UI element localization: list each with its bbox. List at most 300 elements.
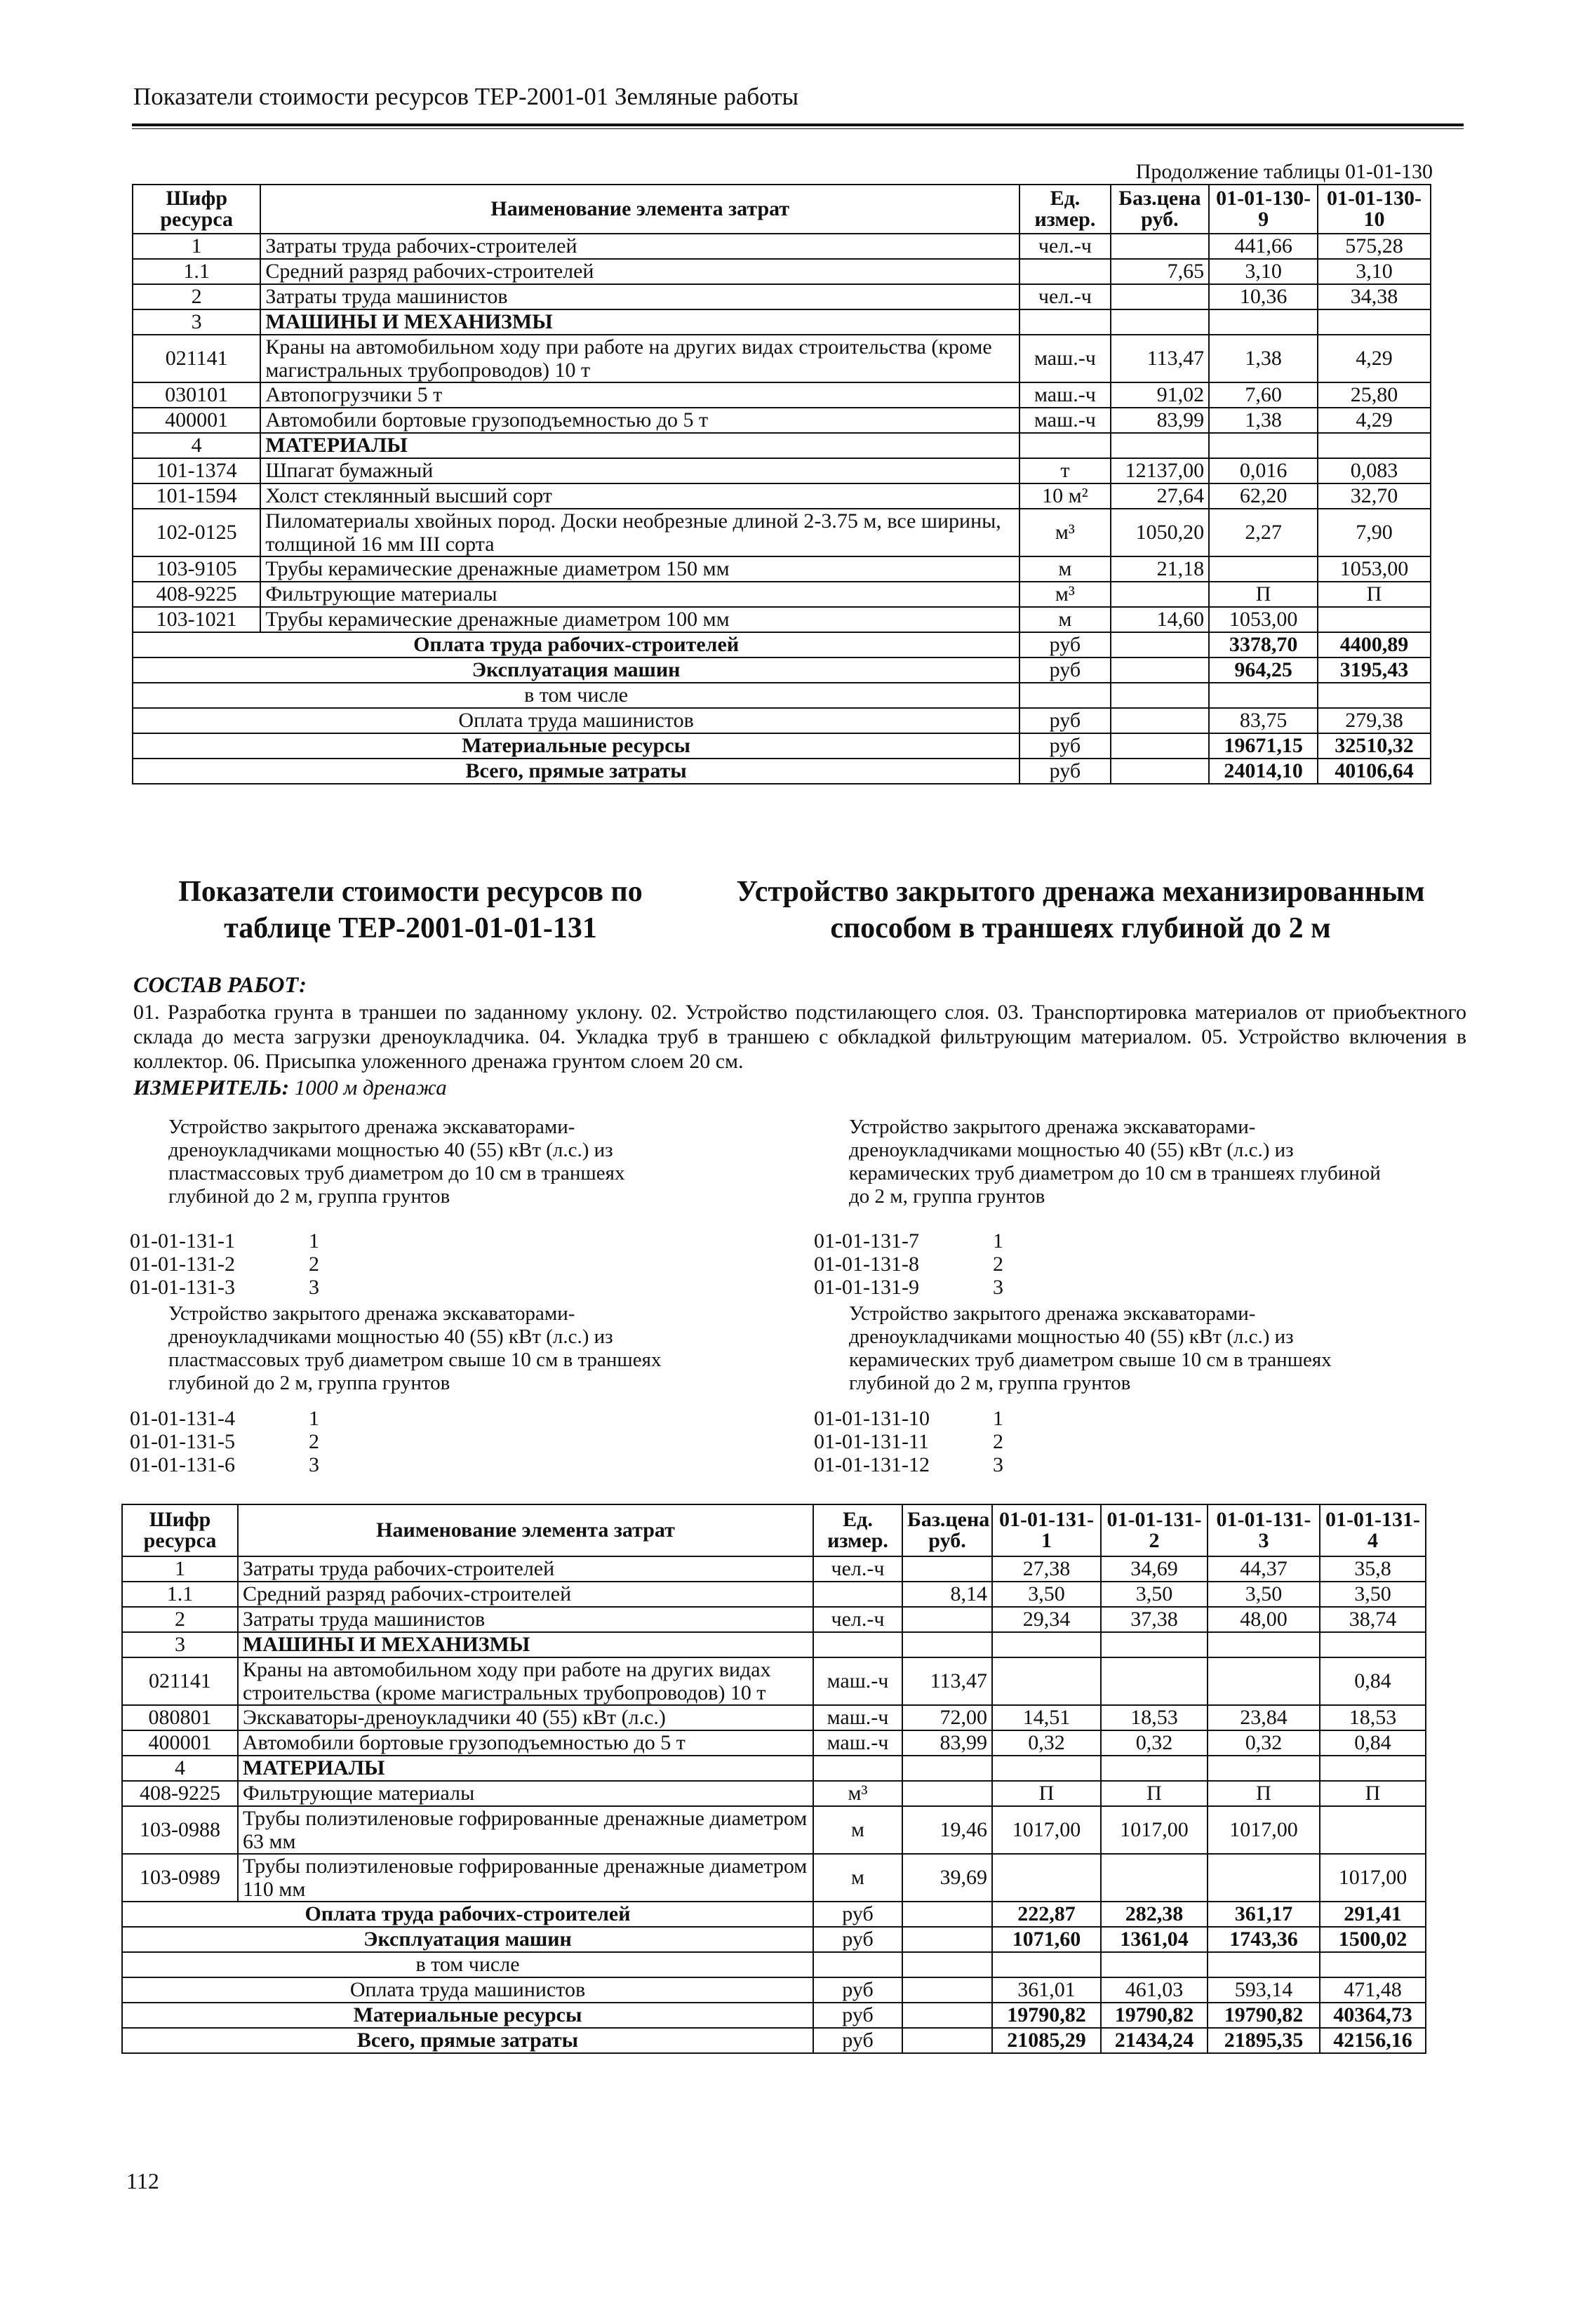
table-row	[133, 309, 1431, 335]
header-rule-thin	[132, 128, 1464, 129]
izmeritel	[133, 1075, 447, 1100]
table-row	[122, 1705, 1426, 1730]
summary-value-2: 3195,43	[1318, 657, 1431, 683]
resource-unit: маш.-ч	[1019, 335, 1110, 382]
resource-value-2	[1318, 433, 1431, 458]
resource-code: 2	[122, 1607, 238, 1632]
summary-value-3: 19790,82	[1208, 2003, 1320, 2028]
resource-price	[902, 1607, 992, 1632]
resource-code: 4	[133, 433, 260, 458]
summary-value-3: 593,14	[1208, 1977, 1320, 2003]
resource-code: 408-9225	[133, 582, 260, 607]
izmeritel-value: 1000 м дренажа	[294, 1075, 447, 1100]
resource-value-4	[1320, 1632, 1426, 1657]
summary-row	[122, 1902, 1426, 1927]
resource-value-2: 34,38	[1318, 284, 1431, 309]
summary-blank	[1111, 733, 1210, 759]
resource-unit: чел.-ч	[1019, 284, 1110, 309]
resource-value-2	[1101, 1756, 1208, 1781]
summary-value-3: 1743,36	[1208, 1927, 1320, 1952]
summary-row	[122, 1977, 1426, 2003]
resource-value-1: 7,60	[1209, 382, 1318, 408]
summary-unit: руб	[813, 1902, 902, 1927]
resource-code: 103-1021	[133, 607, 260, 632]
resource-value-1	[992, 1854, 1101, 1902]
resource-code: 1	[133, 234, 260, 259]
resource-name: Автомобили бортовые грузоподъемностью до 5 т	[238, 1730, 813, 1756]
resource-value-4: 3,50	[1320, 1582, 1426, 1607]
resource-value-1: 27,38	[992, 1556, 1101, 1582]
summary-value-2: 279,38	[1318, 708, 1431, 733]
resource-value-2: 4,29	[1318, 335, 1431, 382]
resource-value-2: 4,29	[1318, 408, 1431, 433]
resource-unit	[813, 1756, 902, 1781]
code: 01-01-131-11	[814, 1430, 929, 1453]
resource-value-2: 3,50	[1101, 1582, 1208, 1607]
col-header-code: Шифр ресурса	[122, 1504, 238, 1556]
code: 01-01-131-5	[130, 1430, 235, 1453]
summary-value-4: 40364,73	[1320, 2003, 1426, 2028]
table-row	[122, 1730, 1426, 1756]
group: 1	[309, 1407, 319, 1430]
resource-price: 27,64	[1111, 483, 1210, 509]
resource-code: 021141	[133, 335, 260, 382]
resource-value-1	[1209, 309, 1318, 335]
section-title-right	[702, 874, 1459, 947]
resource-unit: маш.-ч	[813, 1730, 902, 1756]
resource-price	[902, 1756, 992, 1781]
summary-value-1: 24014,10	[1209, 759, 1318, 784]
summary-value-4: 42156,16	[1320, 2028, 1426, 2053]
resource-value-1: 62,20	[1209, 483, 1318, 509]
resource-price: 83,99	[1111, 408, 1210, 433]
resource-value-3	[1208, 1756, 1320, 1781]
resource-value-3: 44,37	[1208, 1556, 1320, 1582]
table-row	[133, 234, 1431, 259]
resource-code: 400001	[122, 1730, 238, 1756]
summary-blank	[1111, 683, 1210, 708]
resource-price: 39,69	[902, 1854, 992, 1902]
resource-value-3: 3,50	[1208, 1582, 1320, 1607]
summary-value-2: 40106,64	[1318, 759, 1431, 784]
resource-name: Фильтрующие материалы	[260, 582, 1019, 607]
col-header-value-2: 01-01-130-10	[1318, 185, 1431, 234]
table-row	[122, 1632, 1426, 1657]
resource-name: Фильтрующие материалы	[238, 1781, 813, 1806]
summary-value-3	[1208, 1952, 1320, 1977]
table-row	[133, 458, 1431, 483]
resource-name: МАТЕРИАЛЫ	[260, 433, 1019, 458]
page-header-title: Показатели стоимости ресурсов ТЕР-2001-01 Земляные работы	[133, 83, 799, 110]
group: 1	[993, 1407, 1003, 1430]
summary-row	[133, 759, 1431, 784]
code: 01-01-131-8	[814, 1253, 919, 1276]
col-header-code: Шифр ресурса	[133, 185, 260, 234]
summary-unit: руб	[1019, 632, 1110, 657]
section-title-left-line1: Показатели стоимости ресурсов по	[178, 876, 643, 908]
summary-value-2: 282,38	[1101, 1902, 1208, 1927]
summary-row	[133, 733, 1431, 759]
resource-value-1: 3,50	[992, 1582, 1101, 1607]
resource-code: 103-9105	[133, 556, 260, 582]
section-title-right-line2: способом в траншеях глубиной до 2 м	[830, 912, 1331, 944]
summary-blank	[902, 2003, 992, 2028]
summary-value-2: 4400,89	[1318, 632, 1431, 657]
resource-unit: маш.-ч	[1019, 382, 1110, 408]
summary-unit: руб	[1019, 733, 1110, 759]
summary-value-4: 471,48	[1320, 1977, 1426, 2003]
summary-unit	[1019, 683, 1110, 708]
header-rule	[132, 123, 1464, 126]
resource-code: 1.1	[133, 259, 260, 284]
resource-name: Шпагат бумажный	[260, 458, 1019, 483]
resource-value-2: 18,53	[1101, 1705, 1208, 1730]
resource-unit: т	[1019, 458, 1110, 483]
resource-value-2: 32,70	[1318, 483, 1431, 509]
resource-value-1: 1,38	[1209, 335, 1318, 382]
summary-row	[122, 2028, 1426, 2053]
group-codes-1	[130, 1229, 319, 1299]
resource-price	[902, 1632, 992, 1657]
sostav-label: СОСТАВ РАБОТ:	[133, 972, 307, 997]
resource-unit: чел.-ч	[813, 1556, 902, 1582]
summary-row	[133, 657, 1431, 683]
resource-unit: маш.-ч	[1019, 408, 1110, 433]
resource-unit: м	[1019, 607, 1110, 632]
resource-name: Затраты труда машинистов	[238, 1607, 813, 1632]
summary-label: в том числе	[133, 683, 1019, 708]
resource-value-1: 3,10	[1209, 259, 1318, 284]
summary-label: Материальные ресурсы	[122, 2003, 813, 2028]
resource-value-2: 25,80	[1318, 382, 1431, 408]
summary-value-4: 291,41	[1320, 1902, 1426, 1927]
resource-value-2	[1101, 1854, 1208, 1902]
summary-blank	[902, 1952, 992, 1977]
resource-code: 4	[122, 1756, 238, 1781]
resource-value-2: П	[1101, 1781, 1208, 1806]
col-header-price: Баз.цена руб.	[1111, 185, 1210, 234]
summary-value-2: 21434,24	[1101, 2028, 1208, 2053]
resource-name: Средний разряд рабочих-строителей	[260, 259, 1019, 284]
resource-price: 72,00	[902, 1705, 992, 1730]
resource-value-1: П	[992, 1781, 1101, 1806]
summary-row	[133, 632, 1431, 657]
resource-price: 83,99	[902, 1730, 992, 1756]
summary-value-2: 19790,82	[1101, 2003, 1208, 2028]
summary-blank	[1111, 632, 1210, 657]
col-header-value-1: 01-01-130-9	[1209, 185, 1318, 234]
code: 01-01-131-10	[814, 1407, 930, 1430]
resource-value-4: 18,53	[1320, 1705, 1426, 1730]
resource-name: МАТЕРИАЛЫ	[238, 1756, 813, 1781]
resource-value-2: 1053,00	[1318, 556, 1431, 582]
summary-value-2: 1361,04	[1101, 1927, 1208, 1952]
summary-label: Всего, прямые затраты	[133, 759, 1019, 784]
resource-value-2	[1101, 1657, 1208, 1705]
summary-value-1: 1071,60	[992, 1927, 1101, 1952]
summary-unit: руб	[813, 2028, 902, 2053]
resource-value-1	[992, 1657, 1101, 1705]
resource-code: 103-0989	[122, 1854, 238, 1902]
resource-unit	[1019, 259, 1110, 284]
summary-blank	[902, 1927, 992, 1952]
resource-value-4: 35,8	[1320, 1556, 1426, 1582]
resource-value-1: 0,32	[992, 1730, 1101, 1756]
resource-unit: м³	[1019, 582, 1110, 607]
table-row	[133, 509, 1431, 556]
col-header-unit: Ед. измер.	[1019, 185, 1110, 234]
summary-value-3: 21895,35	[1208, 2028, 1320, 2053]
summary-label: Материальные ресурсы	[133, 733, 1019, 759]
resource-code: 101-1374	[133, 458, 260, 483]
resource-name: Трубы полиэтиленовые гофрированные дренажные диаметром 63 мм	[238, 1806, 813, 1854]
resource-value-1: 1017,00	[992, 1806, 1101, 1854]
table-row	[122, 1854, 1426, 1902]
resource-price	[902, 1781, 992, 1806]
resource-name: Холст стеклянный высший сорт	[260, 483, 1019, 509]
group: 1	[309, 1229, 319, 1253]
resource-value-3	[1208, 1854, 1320, 1902]
resource-value-2: П	[1318, 582, 1431, 607]
page-number: 112	[126, 2168, 159, 2193]
summary-label: Оплата труда рабочих-строителей	[122, 1902, 813, 1927]
group-desc-1: Устройство закрытого дренажа экскаваторами-дреноукладчиками мощностью 40 (55) кВт (л.с.) из пластмассовых труб диаметром до 10 см в траншеях глубиной до 2 м, группа грунтов	[168, 1116, 625, 1208]
sostav-text: 01. Разработка грунта в траншеи по заданному уклону. 02. Устройство подстилающего слоя. 03. Транспортировка материалов от приобъектного склада до места загрузки дреноукладчика. 04. Укладка труб в траншею с обкладкой фильтрующим материалом. 05. Устройство включения в коллектор. 06. Присыпка уложенного дренажа грунтом слоем 20 см.	[133, 1001, 1466, 1073]
group-desc-3: Устройство закрытого дренажа экскаваторами-дреноукладчиками мощностью 40 (55) кВт (л.с.) из пластмассовых труб диаметром свыше 10 см в траншеях глубиной до 2 м, группа грунтов	[168, 1302, 662, 1394]
summary-value-1: 222,87	[992, 1902, 1101, 1927]
summary-row	[122, 1952, 1426, 1977]
table-continuation-note: Продолжение таблицы 01-01-130	[1135, 160, 1433, 183]
resource-value-2	[1101, 1632, 1208, 1657]
resource-unit	[1019, 433, 1110, 458]
resource-value-1	[1209, 433, 1318, 458]
section-title-left-line2: таблице ТЕР-2001-01-01-131	[224, 912, 597, 944]
summary-value-1: 3378,70	[1209, 632, 1318, 657]
resource-code: 1	[122, 1556, 238, 1582]
section-title-right-line1: Устройство закрытого дренажа механизированным	[736, 876, 1425, 908]
resource-value-2: 34,69	[1101, 1556, 1208, 1582]
resource-value-2: 0,083	[1318, 458, 1431, 483]
group-codes-3	[130, 1407, 319, 1476]
summary-value-1	[992, 1952, 1101, 1977]
resource-price	[1111, 309, 1210, 335]
resource-code: 408-9225	[122, 1781, 238, 1806]
summary-label: в том числе	[122, 1952, 813, 1977]
resource-value-4: 1017,00	[1320, 1854, 1426, 1902]
summary-unit: руб	[1019, 708, 1110, 733]
summary-value-2: 32510,32	[1318, 733, 1431, 759]
resource-value-3: 0,32	[1208, 1730, 1320, 1756]
summary-label: Оплата труда машинистов	[133, 708, 1019, 733]
resource-code: 102-0125	[133, 509, 260, 556]
table-row	[133, 483, 1431, 509]
resource-unit: м	[813, 1854, 902, 1902]
group-codes-2	[814, 1229, 1003, 1299]
resource-value-4: 38,74	[1320, 1607, 1426, 1632]
resource-name: Затраты труда машинистов	[260, 284, 1019, 309]
resource-code: 3	[122, 1632, 238, 1657]
summary-blank	[902, 1902, 992, 1927]
summary-label: Эксплуатация машин	[122, 1927, 813, 1952]
summary-value-1	[1209, 683, 1318, 708]
summary-blank	[902, 1977, 992, 2003]
group-desc-2: Устройство закрытого дренажа экскаваторами-дреноукладчиками мощностью 40 (55) кВт (л.с.) из керамических труб диаметром до 10 см в траншеях глубиной до 2 м, группа грунтов	[849, 1116, 1381, 1208]
col-header-price: Баз.цена руб.	[902, 1504, 992, 1556]
summary-label: Оплата труда машинистов	[122, 1977, 813, 2003]
table-row	[133, 408, 1431, 433]
resource-price: 113,47	[902, 1657, 992, 1705]
resource-code: 021141	[122, 1657, 238, 1705]
resource-value-1	[1209, 556, 1318, 582]
resource-name: Затраты труда рабочих-строителей	[238, 1556, 813, 1582]
col-header-name: Наименование элемента затрат	[260, 185, 1019, 234]
resource-unit: м³	[813, 1781, 902, 1806]
resource-value-1: 14,51	[992, 1705, 1101, 1730]
resource-price	[1111, 433, 1210, 458]
resource-value-4: 0,84	[1320, 1730, 1426, 1756]
group-desc-4: Устройство закрытого дренажа экскаваторами-дреноукладчиками мощностью 40 (55) кВт (л.с.) из керамических труб диаметром свыше 10 см в траншеях глубиной до 2 м, группа грунтов	[849, 1302, 1332, 1394]
summary-label: Всего, прямые затраты	[122, 2028, 813, 2053]
resource-name: МАШИНЫ И МЕХАНИЗМЫ	[238, 1632, 813, 1657]
table-row	[122, 1657, 1426, 1705]
col-header-value-4: 01-01-131-4	[1320, 1504, 1426, 1556]
table-row	[122, 1781, 1426, 1806]
resource-value-1: 1,38	[1209, 408, 1318, 433]
summary-value-1: 964,25	[1209, 657, 1318, 683]
code: 01-01-131-12	[814, 1453, 930, 1476]
code: 01-01-131-6	[130, 1453, 235, 1476]
resource-value-2	[1318, 607, 1431, 632]
summary-row	[133, 683, 1431, 708]
resource-value-1: 1053,00	[1209, 607, 1318, 632]
summary-value-4: 1500,02	[1320, 1927, 1426, 1952]
table-row	[133, 335, 1431, 382]
resource-unit: м	[1019, 556, 1110, 582]
code: 01-01-131-9	[814, 1276, 919, 1299]
col-header-value-3: 01-01-131-3	[1208, 1504, 1320, 1556]
resource-value-4: П	[1320, 1781, 1426, 1806]
resource-value-1: 29,34	[992, 1607, 1101, 1632]
group: 3	[309, 1453, 319, 1476]
resource-value-1: 441,66	[1209, 234, 1318, 259]
resource-value-2: 7,90	[1318, 509, 1431, 556]
summary-unit: руб	[813, 2003, 902, 2028]
resource-value-3	[1208, 1657, 1320, 1705]
summary-value-2: 461,03	[1101, 1977, 1208, 2003]
summary-value-1: 21085,29	[992, 2028, 1101, 2053]
resource-value-1	[992, 1632, 1101, 1657]
resource-price: 19,46	[902, 1806, 992, 1854]
resource-value-4	[1320, 1806, 1426, 1854]
table-row	[122, 1607, 1426, 1632]
col-header-value-1: 01-01-131-1	[992, 1504, 1101, 1556]
resource-value-1: 0,016	[1209, 458, 1318, 483]
resource-code: 080801	[122, 1705, 238, 1730]
summary-row	[133, 708, 1431, 733]
summary-value-3: 361,17	[1208, 1902, 1320, 1927]
table-row	[133, 433, 1431, 458]
summary-row	[122, 2003, 1426, 2028]
resource-price	[902, 1556, 992, 1582]
resource-unit: 10 м²	[1019, 483, 1110, 509]
group: 3	[993, 1276, 1003, 1299]
resource-value-2: 37,38	[1101, 1607, 1208, 1632]
resource-code: 101-1594	[133, 483, 260, 509]
resource-unit: чел.-ч	[1019, 234, 1110, 259]
table-row	[122, 1756, 1426, 1781]
summary-blank	[1111, 759, 1210, 784]
resource-price	[1111, 234, 1210, 259]
summary-row	[122, 1927, 1426, 1952]
resource-value-3: 23,84	[1208, 1705, 1320, 1730]
table-row	[133, 259, 1431, 284]
group: 2	[993, 1430, 1003, 1453]
resource-value-1: 2,27	[1209, 509, 1318, 556]
section-title-left	[140, 874, 681, 947]
table-row	[133, 556, 1431, 582]
resource-name: Пиломатериалы хвойных пород. Доски необрезные длиной 2-3.75 м, все ширины, толщиной 16 мм III сорта	[260, 509, 1019, 556]
resource-code: 2	[133, 284, 260, 309]
resource-value-1: П	[1209, 582, 1318, 607]
col-header-unit: Ед. измер.	[813, 1504, 902, 1556]
resource-price: 8,14	[902, 1582, 992, 1607]
summary-blank	[1111, 657, 1210, 683]
table-row	[122, 1582, 1426, 1607]
resource-name: МАШИНЫ И МЕХАНИЗМЫ	[260, 309, 1019, 335]
resource-unit: маш.-ч	[813, 1657, 902, 1705]
resource-table-131	[121, 1504, 1426, 2054]
summary-label: Оплата труда рабочих-строителей	[133, 632, 1019, 657]
resource-price	[1111, 284, 1210, 309]
group: 2	[309, 1253, 319, 1276]
resource-unit: маш.-ч	[813, 1705, 902, 1730]
resource-price: 91,02	[1111, 382, 1210, 408]
resource-price: 12137,00	[1111, 458, 1210, 483]
code: 01-01-131-1	[130, 1229, 235, 1253]
summary-value-4	[1320, 1952, 1426, 1977]
resource-value-1	[992, 1756, 1101, 1781]
code: 01-01-131-2	[130, 1253, 235, 1276]
summary-value-2	[1101, 1952, 1208, 1977]
group-codes-4	[814, 1407, 1003, 1476]
col-header-value-2: 01-01-131-2	[1101, 1504, 1208, 1556]
col-header-name: Наименование элемента затрат	[238, 1504, 813, 1556]
summary-value-1: 19671,15	[1209, 733, 1318, 759]
resource-unit: м³	[1019, 509, 1110, 556]
resource-code: 400001	[133, 408, 260, 433]
resource-price: 14,60	[1111, 607, 1210, 632]
summary-blank	[902, 2028, 992, 2053]
resource-code: 030101	[133, 382, 260, 408]
summary-label: Эксплуатация машин	[133, 657, 1019, 683]
resource-name: Автомобили бортовые грузоподъемностью до 5 т	[260, 408, 1019, 433]
resource-value-4	[1320, 1756, 1426, 1781]
resource-code: 3	[133, 309, 260, 335]
resource-name: Трубы керамические дренажные диаметром 150 мм	[260, 556, 1019, 582]
resource-value-2: 3,10	[1318, 259, 1431, 284]
table-row	[133, 582, 1431, 607]
resource-name: Средний разряд рабочих-строителей	[238, 1582, 813, 1607]
resource-value-2: 575,28	[1318, 234, 1431, 259]
resource-value-3: П	[1208, 1781, 1320, 1806]
resource-unit	[813, 1632, 902, 1657]
resource-unit	[813, 1582, 902, 1607]
resource-value-3: 1017,00	[1208, 1806, 1320, 1854]
summary-blank	[1111, 708, 1210, 733]
group: 1	[993, 1229, 1003, 1253]
code: 01-01-131-3	[130, 1276, 235, 1299]
resource-name: Автопогрузчики 5 т	[260, 382, 1019, 408]
